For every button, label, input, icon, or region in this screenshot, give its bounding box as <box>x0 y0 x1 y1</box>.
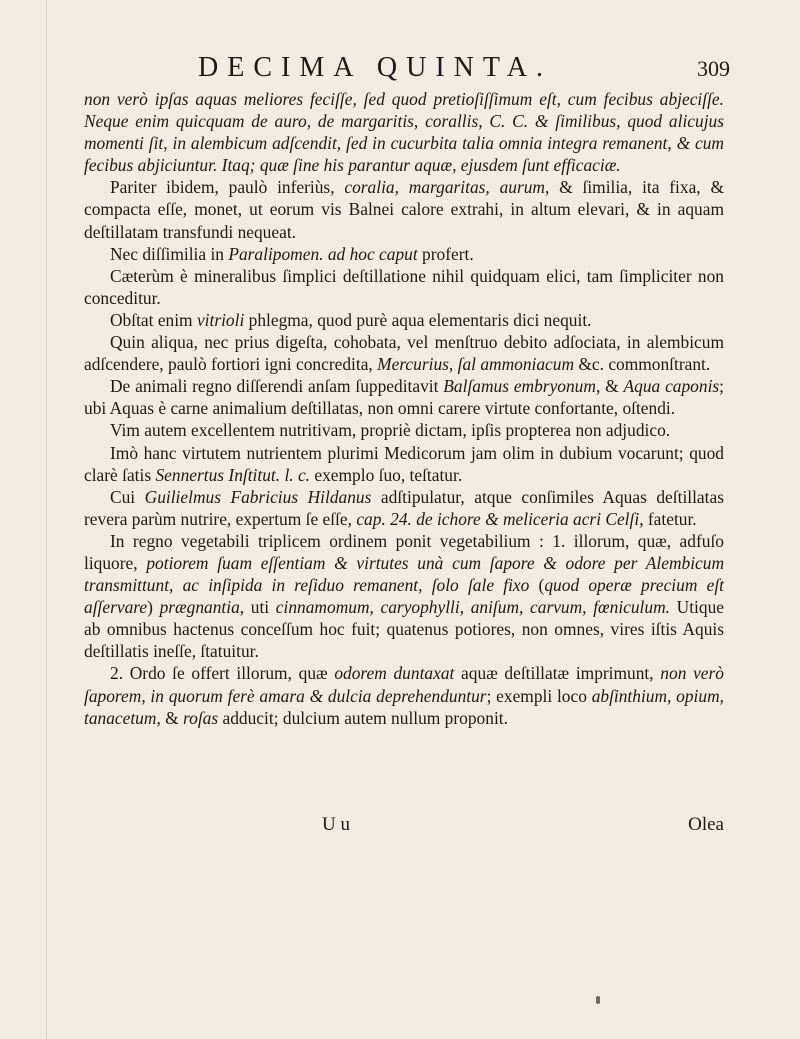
page-footer <box>84 814 724 838</box>
paragraph <box>84 88 724 176</box>
paragraph <box>84 530 724 663</box>
text-run: ) <box>147 597 160 618</box>
italic-run: Balſamus embryonum <box>443 376 596 397</box>
running-title: DECIMA QUINTA. <box>198 52 552 83</box>
italic-run: cinnamomum, caryophylli, aniſum, carvum, fœniculum. <box>275 597 670 618</box>
text-run: exemplo ſuo, teſtatur. <box>310 464 463 485</box>
text-run: 2. Ordo ſe offert illorum, quæ <box>110 663 335 684</box>
body-text <box>84 88 724 729</box>
paragraph <box>84 265 724 309</box>
italic-run: Paralipomen. ad hoc caput <box>228 243 418 264</box>
text-run: Vim autem excellentem nutritivam, propriè dictam, ipſis propterea non adjudico. <box>110 420 671 441</box>
page-header <box>80 48 730 88</box>
italic-run: non verò ſaporem, in quorum ferè amara & dulcia deprehenduntur <box>84 663 724 706</box>
paragraph <box>84 662 724 728</box>
paragraph <box>84 243 724 265</box>
signature-mark: U u <box>322 814 350 835</box>
italic-run: non verò ipſas aquas meliores feciſſe, ſed quod pretioſiſſimum eſt, cum fecibus abjeciſſe. Neque enim quicquam de auro, de margaritis, corallis, C. C. & ſimilibus, quod alicujus momenti ſit, in alembicum adſcendit, ſed in cucurbita talia omnia integra remanent, & cum fecibus abjiciuntur. Itaq; quæ ſine his parantur aquæ, ejusdem ſunt efficaciæ. <box>84 89 724 176</box>
paragraph <box>84 331 724 375</box>
paragraph <box>84 419 724 441</box>
text-run: De animali regno diſſerendi anſam ſuppeditavit <box>110 376 444 397</box>
paragraph <box>84 309 724 331</box>
text-run: Cui <box>110 486 145 507</box>
text-run: ; exempli loco <box>486 685 592 706</box>
text-run: Utique ab omnibus hactenus conceſſum hoc fuit; quatenus potiores, non omnes, vires iſtis Aquis deſtillatis ineſſe, ſtatuitur. <box>84 597 724 662</box>
text-run: adducit; dulcium autem nullum proponit. <box>218 707 508 728</box>
italic-run: abſinthium, opium, tanacetum <box>84 685 724 728</box>
paragraph <box>84 176 724 242</box>
text-run: ; ubi Aquas è carne animalium deſtillatas, non omni carere virtute confortante, oſtendi. <box>84 376 725 419</box>
text-run: Nec diſſimilia in <box>110 243 229 264</box>
text-run: phlegma, quod purè aqua elementaris dici nequit. <box>244 309 592 330</box>
text-run: Pariter ibidem, paulò inferiùs, <box>110 177 345 198</box>
text-run: , & <box>595 376 624 397</box>
text-run: Imò hanc virtutem nutrientem plurimi Medicorum jam olim in dubium vocarunt; quod clarè ſatis <box>84 442 724 485</box>
text-run: ( <box>529 575 545 596</box>
italic-run: coralia, margaritas, aurum <box>344 177 545 198</box>
italic-run: roſas <box>183 707 219 728</box>
text-run: , fatetur. <box>639 508 697 529</box>
italic-run: odorem duntaxat <box>334 663 455 684</box>
italic-run: potiorem ſuam eſſentiam & virtutes unà cum ſapore & odore per Alembicum transmittunt, ac inſipida in reſiduo remanent, ſolo ſale fixo <box>84 552 724 596</box>
text-run: Quin aliqua, nec prius digeſta, cohobata, vel menſtruo debito adſociata, in alembicum adſcendere, paulò fortiori igni concredita, <box>84 332 724 375</box>
text-run: , & <box>156 707 184 728</box>
text-run: aquæ deſtillatæ imprimunt, <box>454 663 661 684</box>
italic-run: Sennertus Inſtitut. l. c. <box>155 464 311 485</box>
text-run: Obſtat enim <box>110 309 197 330</box>
italic-run: Mercurius, ſal ammoniacum <box>377 354 575 375</box>
text-run: adſtipulatur, atque conſimiles Aquas deſtillatas revera parùm nutrire, expertum ſe eſſe, <box>84 486 724 529</box>
italic-run: Guilielmus Fabricius Hildanus <box>144 486 372 507</box>
italic-run: quod operæ precium eſt aſſervare <box>84 575 724 618</box>
paragraph <box>84 486 724 530</box>
text-run: profert. <box>417 243 474 264</box>
text-run: In regno vegetabili triplicem ordinem ponit vegetabilium : 1. illorum, quæ, adfuſo liquore, <box>84 530 724 573</box>
text-run: , uti <box>239 597 276 618</box>
italic-run: Aqua caponis <box>623 376 720 397</box>
text-run: &c. commonſtrant. <box>574 354 711 375</box>
catchword: Olea <box>688 814 724 835</box>
text-run: Cæterùm è mineralibus ſimplici deſtillatione nihil quidquam elici, tam ſimpliciter non conceditur. <box>84 265 724 308</box>
paragraph <box>84 442 724 486</box>
text-run: , & ſimilia, ita fixa, & compacta eſſe, monet, ut eorum vis Balnei calore extrahi, in altum elevari, & in aquam deſtillatam transfundi nequeat. <box>84 177 724 242</box>
italic-run: vitrioli <box>196 309 245 330</box>
italic-run: prægnantia <box>159 597 240 618</box>
page-crease <box>46 0 47 1039</box>
italic-run: cap. 24. de ichore & meliceria acri Celſi <box>356 508 640 529</box>
page-number: 309 <box>697 56 730 81</box>
ink-speck <box>596 996 600 1004</box>
paragraph <box>84 375 724 419</box>
